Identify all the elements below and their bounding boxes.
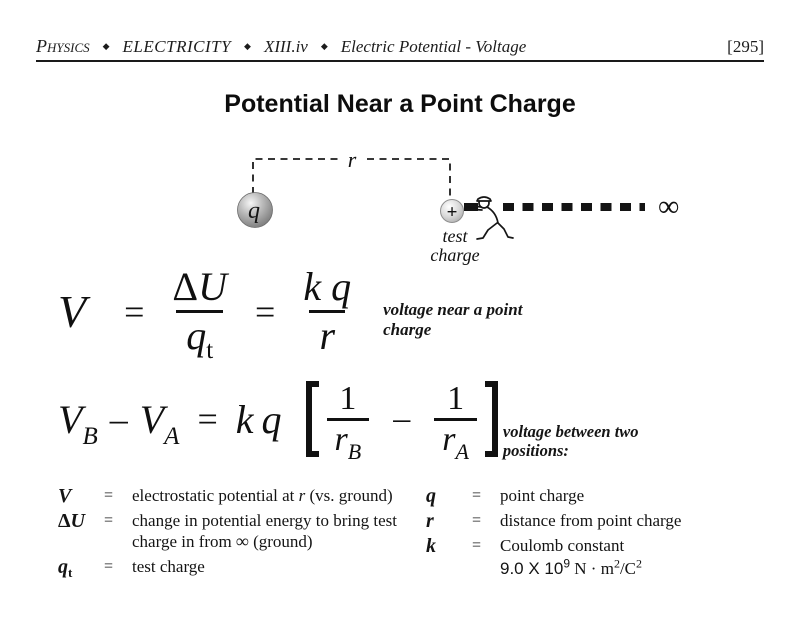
test-charge-var: q bbox=[186, 313, 207, 358]
infinity-symbol: ∞ bbox=[236, 531, 249, 552]
eq2-caption-line1: voltage between two bbox=[502, 422, 639, 442]
subscript-b: B bbox=[347, 438, 362, 464]
unit-exp2: 2 bbox=[636, 556, 642, 571]
eq2-caption bbox=[503, 423, 668, 461]
def-du-line2-pre: charge in from bbox=[132, 532, 237, 552]
eq1-denominator bbox=[176, 310, 223, 364]
def-du-line1: change in potential energy to bring test bbox=[132, 511, 398, 531]
infinity-symbol: ∞ bbox=[658, 190, 680, 223]
eq2-den-rb bbox=[327, 418, 370, 464]
header-unit: XIII.iv bbox=[263, 37, 308, 56]
eq1-numerator bbox=[162, 266, 237, 310]
def-k-line1: Coulomb constant bbox=[500, 536, 625, 556]
subscript-a: A bbox=[455, 438, 469, 464]
coulomb-constant-value bbox=[500, 556, 571, 578]
eq1-caption bbox=[383, 300, 558, 339]
diamond-bullet-icon: ◆ bbox=[244, 41, 251, 51]
fraction-delta-u-over-qt bbox=[162, 264, 237, 364]
energy-var: U bbox=[198, 264, 228, 309]
symbol-delta-u bbox=[58, 511, 104, 552]
def-du-line2-post: (ground) bbox=[248, 532, 313, 552]
equals-sign: = bbox=[104, 487, 114, 504]
unit-slash: /C bbox=[619, 558, 636, 578]
distance-bracket-right bbox=[367, 159, 450, 198]
k-var: k bbox=[235, 396, 254, 442]
definition-q-text: point charge bbox=[500, 486, 585, 505]
definition-r bbox=[426, 511, 771, 531]
symbol-v: V bbox=[58, 485, 72, 507]
eq2-den-ra bbox=[434, 418, 477, 464]
symbol-q: q bbox=[426, 485, 436, 507]
symbol-r: r bbox=[426, 510, 434, 533]
fraction-one-over-rb bbox=[327, 380, 370, 464]
definition-q bbox=[426, 486, 771, 506]
equals-sign: = bbox=[104, 558, 114, 576]
distance-bracket-left bbox=[253, 159, 338, 194]
subscript-t: t bbox=[206, 337, 214, 364]
unit-pre: N · m bbox=[570, 558, 614, 578]
eq2-num-1b: 1 bbox=[339, 380, 357, 417]
ra-base: r bbox=[442, 420, 456, 458]
subscript-a: A bbox=[164, 422, 180, 450]
eq2-vb bbox=[58, 396, 98, 450]
definition-delta-u bbox=[58, 511, 420, 552]
va-base: V bbox=[139, 396, 165, 442]
def-v-post: (vs. ground) bbox=[305, 486, 393, 505]
q-var: q bbox=[261, 396, 282, 442]
value-base: 9.0 X 10 bbox=[500, 558, 564, 578]
plus-sign: + bbox=[446, 202, 458, 223]
unit-exp1: 2 bbox=[613, 556, 620, 571]
subscript-b: B bbox=[82, 422, 98, 450]
header-chapter: ELECTRICITY bbox=[122, 37, 232, 56]
equals-sign: = bbox=[104, 512, 114, 530]
fraction-kq-over-r bbox=[293, 266, 361, 357]
definition-r-text: distance from point charge bbox=[500, 511, 682, 531]
equals-sign: = bbox=[472, 487, 482, 504]
q-symbol: q bbox=[58, 556, 68, 579]
header-section: Physics bbox=[36, 36, 90, 56]
fraction-one-over-ra bbox=[434, 380, 477, 464]
definitions-left-column bbox=[58, 486, 420, 582]
subscript-t: t bbox=[68, 565, 73, 581]
k-var: k bbox=[303, 264, 322, 309]
diamond-bullet-icon: ◆ bbox=[102, 41, 110, 51]
symbol-k: k bbox=[426, 535, 436, 558]
eq2-va bbox=[139, 396, 180, 450]
point-charge-label: q bbox=[248, 198, 260, 224]
distance-label: r bbox=[347, 147, 357, 172]
diamond-bullet-icon: ◆ bbox=[320, 41, 328, 51]
eq2-minus: – bbox=[109, 399, 128, 440]
eq1-kq-numerator bbox=[293, 266, 361, 310]
value-exponent: 9 bbox=[563, 556, 571, 571]
eq1-equals: = bbox=[124, 291, 145, 332]
delta-symbol: Δ bbox=[58, 510, 71, 533]
q-var: q bbox=[321, 264, 352, 309]
equation-voltage-point-charge bbox=[58, 264, 558, 364]
definition-k-text bbox=[500, 536, 771, 579]
definition-qt bbox=[58, 556, 420, 581]
header-topic: Electric Potential - Voltage bbox=[340, 37, 527, 56]
eq1-caption-line2: charge bbox=[383, 319, 432, 339]
definition-qt-text: test charge bbox=[132, 557, 205, 577]
definition-k bbox=[426, 536, 771, 579]
eq2-num-1a: 1 bbox=[447, 380, 465, 417]
eq1-caption-line1: voltage near a point bbox=[383, 299, 523, 319]
definition-v-text bbox=[132, 486, 420, 506]
test-charge-caption-line1: test bbox=[442, 226, 468, 246]
right-bracket bbox=[485, 381, 498, 457]
header-rule bbox=[36, 60, 764, 62]
equation-voltage-two-positions bbox=[58, 380, 668, 464]
coulomb-constant-units bbox=[570, 556, 642, 578]
point-charge-diagram bbox=[0, 145, 800, 277]
page-header bbox=[36, 36, 764, 57]
eq2-inner-minus: – bbox=[393, 400, 411, 438]
eq1-equals2: = bbox=[255, 291, 276, 332]
symbol-qt bbox=[58, 556, 104, 581]
def-v-pre: electrostatic potential at bbox=[132, 486, 299, 505]
delta-symbol: Δ bbox=[172, 264, 199, 309]
definition-delta-u-text bbox=[132, 511, 420, 552]
definition-v bbox=[58, 486, 420, 506]
vb-base: V bbox=[58, 396, 83, 442]
eq1-lhs: V bbox=[58, 286, 87, 337]
test-charge-caption-line2: charge bbox=[430, 245, 480, 265]
equals-sign: = bbox=[472, 537, 482, 555]
left-bracket bbox=[306, 381, 319, 457]
eq2-coefficient bbox=[236, 396, 282, 443]
def-v-var: r bbox=[298, 486, 306, 505]
eq2-caption-line2: positions: bbox=[502, 441, 569, 461]
definitions-right-column bbox=[426, 486, 771, 584]
u-symbol: U bbox=[70, 510, 85, 533]
equals-sign: = bbox=[472, 512, 482, 530]
eq2-equals: = bbox=[197, 399, 218, 440]
rb-base: r bbox=[334, 420, 348, 458]
eq1-r-denominator: r bbox=[309, 310, 345, 357]
page-title: Potential Near a Point Charge bbox=[224, 90, 576, 118]
page-number: [295] bbox=[727, 37, 764, 56]
